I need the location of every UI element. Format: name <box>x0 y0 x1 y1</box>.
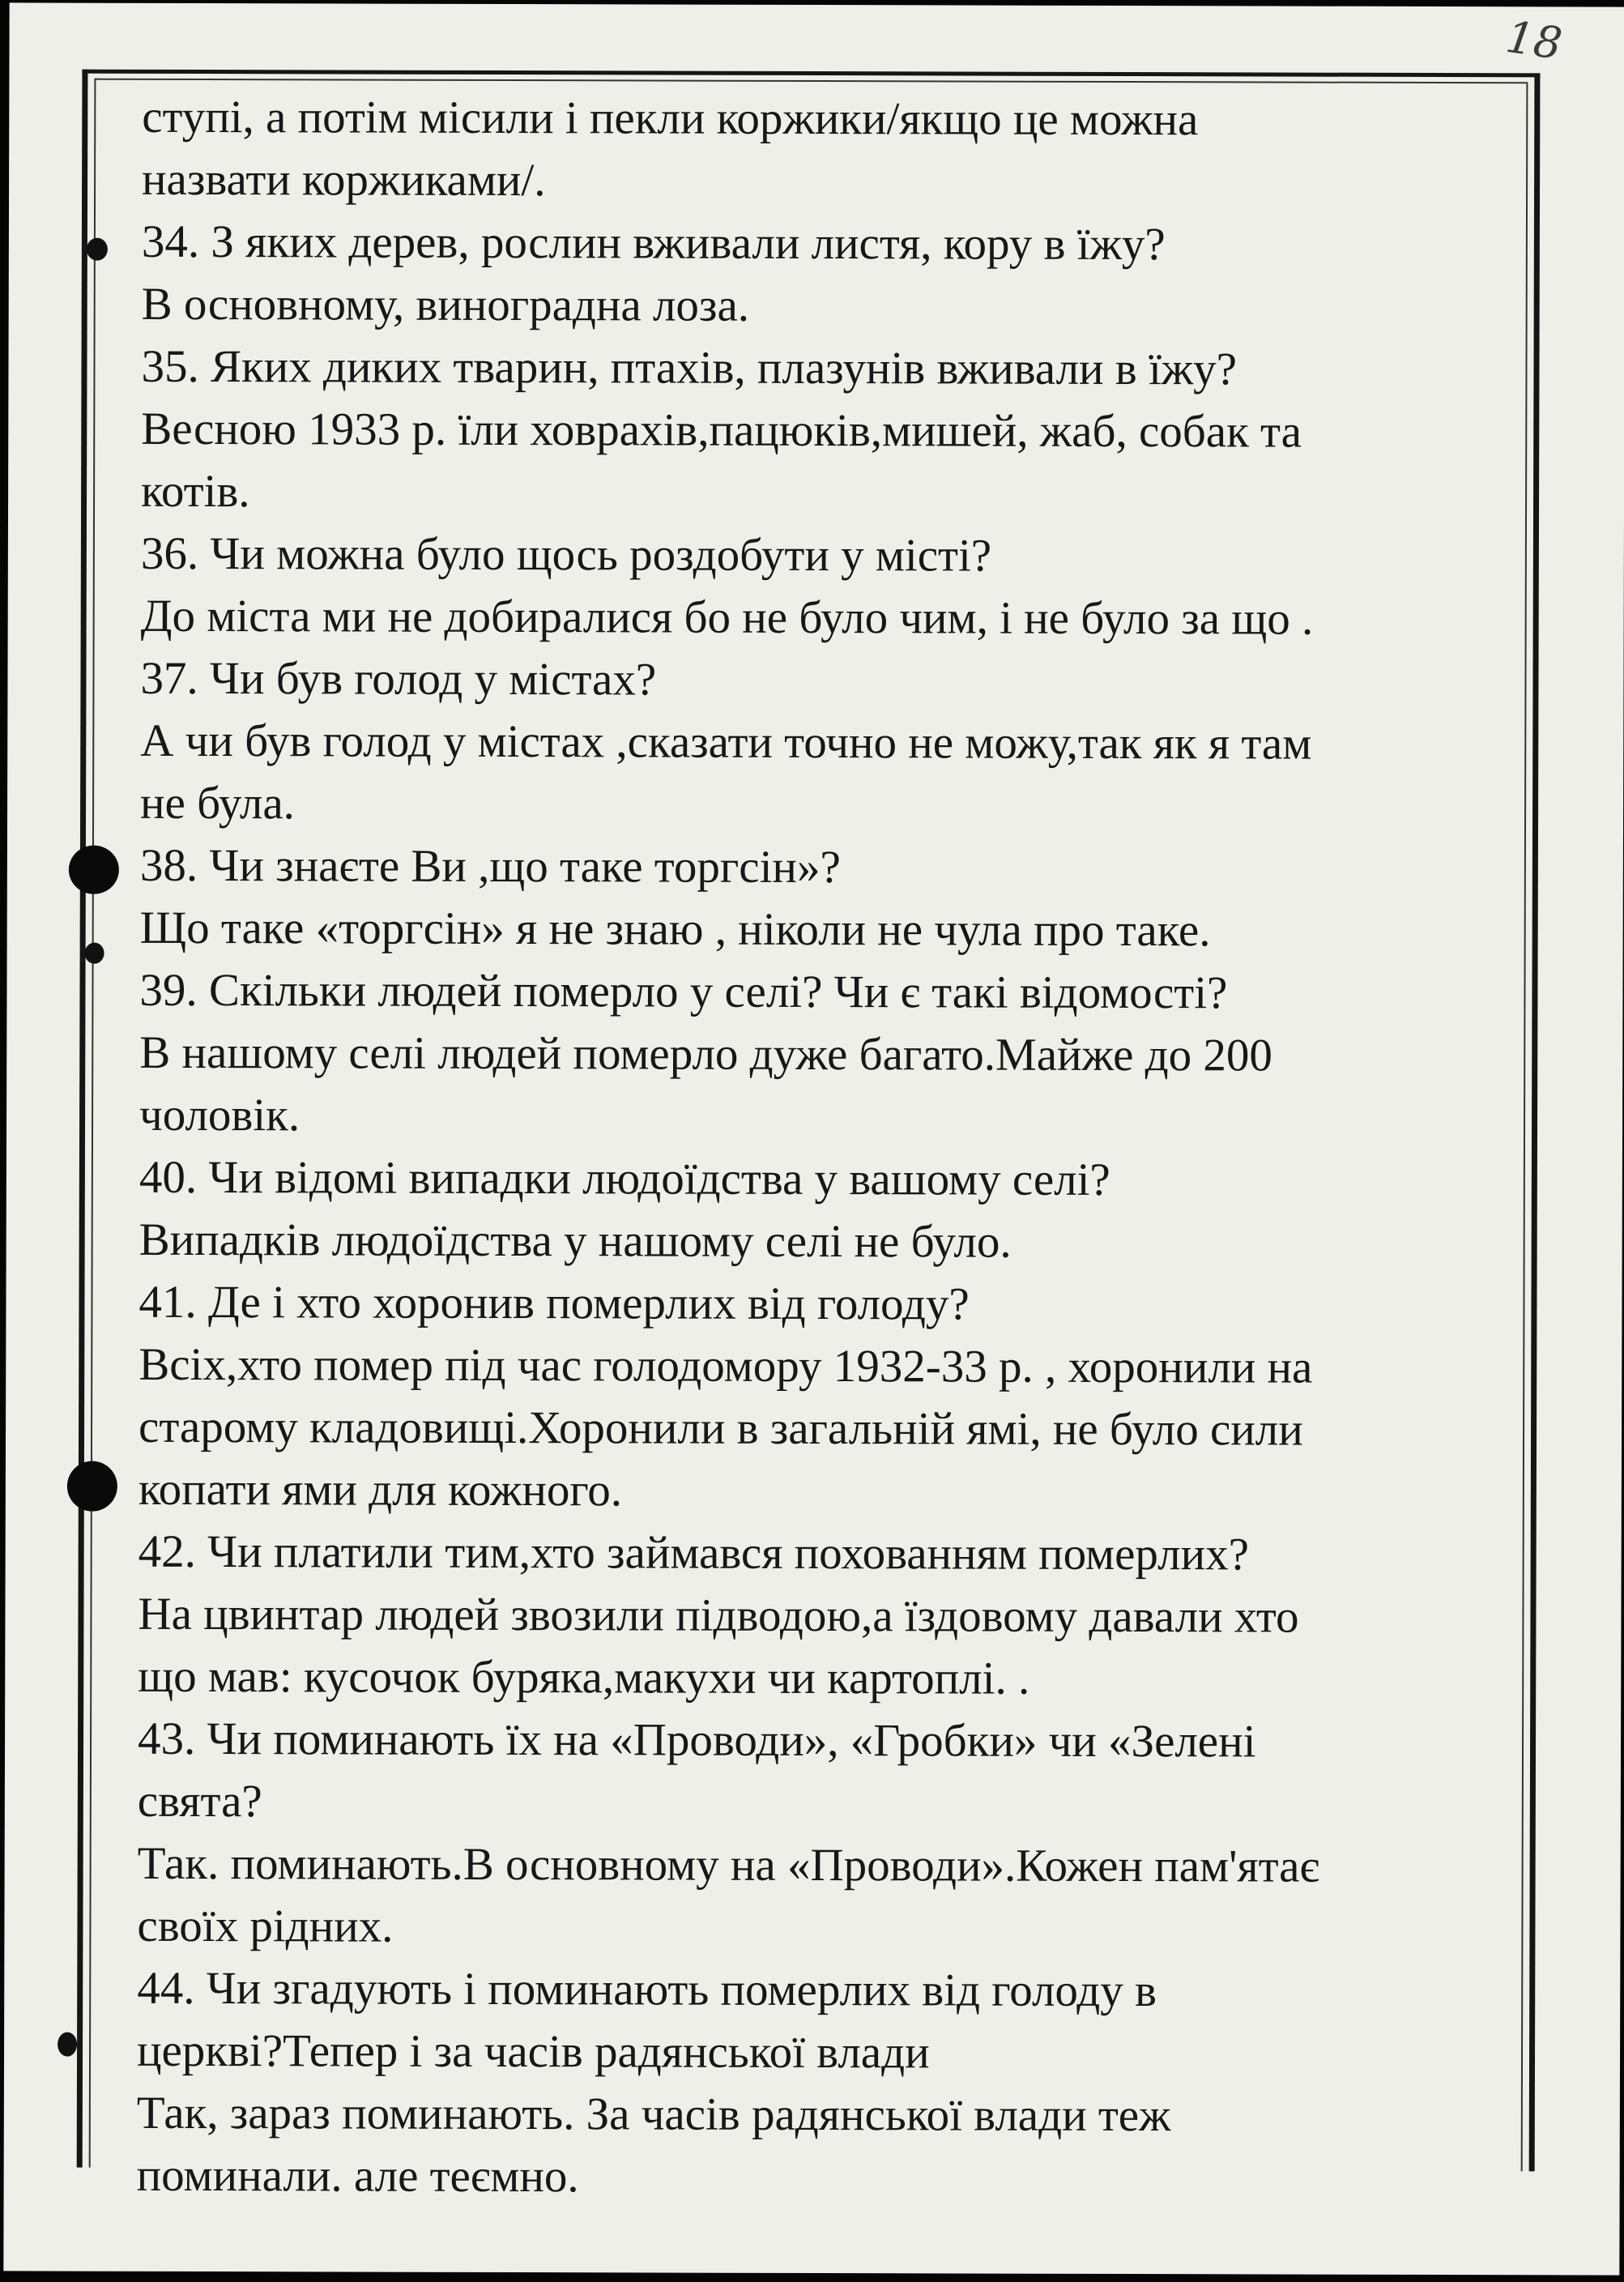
answer-41: копати ями для кожного. <box>138 1463 623 1516</box>
answer-42: На цвинтар людей звозили підводою,а їздовому давали хто <box>138 1588 1299 1643</box>
answer-43: Так. поминають.В основному на «Проводи».Кожен пам'ятає <box>137 1837 1320 1892</box>
margin-dot <box>85 943 104 964</box>
answer-35: Весною 1933 р. їли ховрахів,пацюків,мишей, жаб, собак та <box>141 403 1302 458</box>
answer-41: старому кладовищі.Хоронили в загальній ямі, не було сили <box>138 1401 1303 1456</box>
interview-text <box>137 86 1536 2210</box>
margin-dot <box>87 238 108 261</box>
answer-38: Що таке «торгсін» я не знаю , ніколи не чула про таке. <box>139 902 1211 957</box>
answer-37: не була. <box>140 777 296 830</box>
page-number: 18 <box>1503 11 1566 70</box>
question-40: 40. Чи відомі випадки людоїдства у вашому селі? <box>139 1151 1110 1205</box>
question-44: церкві?Тепер і за часів радянської влади <box>136 2024 930 2079</box>
question-43: свята? <box>137 1775 262 1828</box>
answer-37: А чи був голод у містах ,сказати точно не можу,так як я там <box>140 714 1312 770</box>
answer-39: В нашому селі людей померло дуже багато.Майже до 200 <box>139 1026 1273 1081</box>
answer-44: поминали. але теємно. <box>136 2149 579 2203</box>
question-35: 35. Яких диких тварин, птахів, плазунів вживали в їжу? <box>141 340 1238 395</box>
question-41: 41. Де і хто хоронив померлих від голоду? <box>139 1276 970 1330</box>
question-42: 42. Чи платили тим,хто займався похованням померлих? <box>138 1525 1250 1580</box>
text-line: ступі, а потім місили і пекли коржики/якщо це можна <box>142 91 1199 146</box>
answer-34: В основному, виноградна лоза. <box>141 278 750 331</box>
punch-hole <box>67 1461 117 1512</box>
answer-36: До міста ми не добиралися бо не було чим, і не було за що . <box>140 590 1314 645</box>
question-43: 43. Чи поминають їх на «Проводи», «Гробки» чи «Зелені <box>137 1713 1256 1768</box>
document-page <box>3 2 1624 2275</box>
question-38: 38. Чи знаєте Ви ,що таке торгсін»? <box>139 839 841 894</box>
question-36: 36. Чи можна було щось роздобути у місті? <box>140 527 992 582</box>
question-34: 34. З яких дерев, рослин вживали листя, кору в їжу? <box>141 215 1166 271</box>
answer-41: Всіх,хто помер під час голодомору 1932-33 р. , хоронили на <box>139 1338 1313 1393</box>
question-44: 44. Чи згадують і поминають померлих від голоду в <box>137 1962 1157 2017</box>
answer-44: Так, зараз поминають. За часів радянської влади теж <box>136 2087 1171 2142</box>
text-line: назвати коржиками/. <box>142 153 546 207</box>
answer-35: котів. <box>141 465 250 518</box>
answer-43: своїх рідних. <box>137 1900 394 1952</box>
answer-42: що мав: кусочок буряка,макухи чи картоплі. . <box>138 1650 1030 1704</box>
question-39: 39. Скільки людей померло у селі? Чи є такі відомості? <box>139 964 1228 1019</box>
question-37: 37. Чи був голод у містах? <box>140 652 657 706</box>
answer-39: чоловік. <box>139 1089 301 1141</box>
answer-40: Випадків людоїдства у нашому селі не було. <box>139 1214 1012 1268</box>
margin-dot <box>58 2032 77 2057</box>
punch-hole <box>69 846 119 894</box>
